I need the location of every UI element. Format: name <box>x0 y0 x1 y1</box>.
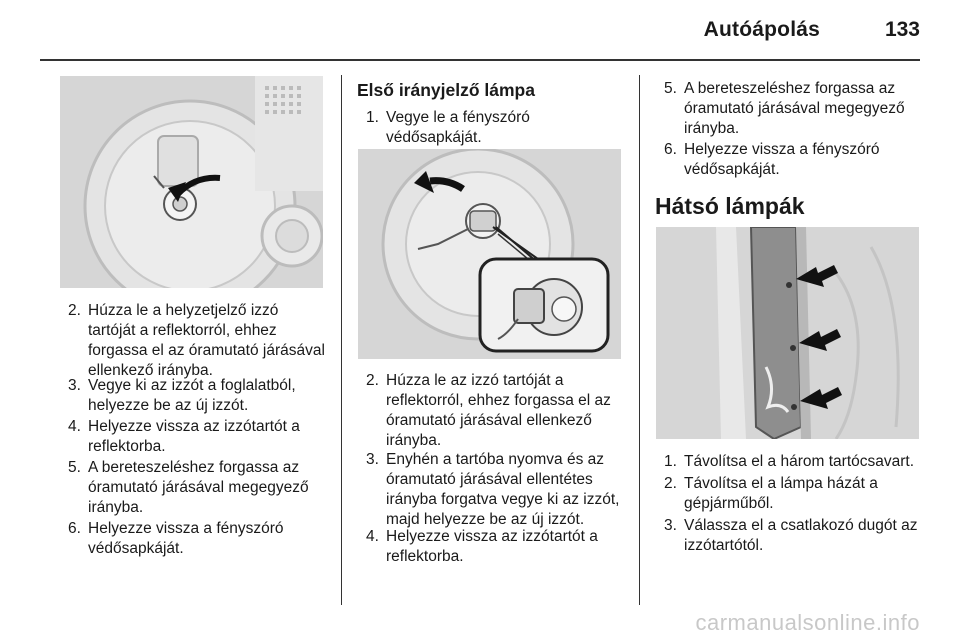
step-text: Vegye le a fényszóró védősapkáját. <box>386 109 530 146</box>
col1-step-2 <box>68 301 330 381</box>
column-divider-2 <box>639 75 640 605</box>
step-number: 3. <box>664 517 677 534</box>
step-number: 3. <box>366 451 379 468</box>
step-text: Húzza le a helyzetjelző izzó tartóját a reflektorról, ehhez forgassa el az óramutató járásával ellenkező irányba. <box>88 302 325 379</box>
col2-step-3 <box>366 450 630 530</box>
step-text: A bereteszeléshez forgassa az óramutató járásával megegyező irányba. <box>684 80 905 137</box>
page-header-title: Autóápolás <box>703 18 820 41</box>
col2-step-1 <box>366 108 628 148</box>
watermark: carmanualsonline.info <box>695 610 920 635</box>
step-text: Válassza el a csatlakozó dugót az izzótartótól. <box>684 517 918 554</box>
figure-front-indicator-bulb <box>358 149 621 359</box>
step-number: 4. <box>68 418 81 435</box>
step-text: Helyezze vissza a fényszóró védősapkáját. <box>684 141 880 178</box>
col3-step-2 <box>664 474 926 514</box>
col1-step-3 <box>68 376 330 416</box>
step-number: 1. <box>664 453 677 470</box>
col3-step-1 <box>664 452 928 472</box>
header-rule <box>40 59 920 61</box>
step-number: 1. <box>366 109 379 126</box>
step-text: Helyezze vissza a fényszóró védősapkáját. <box>88 520 284 557</box>
step-text: Enyhén a tartóba nyomva és az óramutató járásával ellentétes irányba forgatva vegye ki az izzót, majd helyezze be az új izzót. <box>386 451 620 528</box>
subheading-front-indicator: Első irányjelző lámpa <box>357 80 535 100</box>
figure-rear-lamp <box>656 227 919 439</box>
step-text: A bereteszeléshez forgassa az óramutató járásával megegyező irányba. <box>88 459 309 516</box>
step-text: Helyezze vissza az izzótartót a reflektorba. <box>386 528 598 565</box>
col3-step-5 <box>664 79 928 139</box>
step-number: 3. <box>68 377 81 394</box>
step-text: Távolítsa el a lámpa házát a gépjárműből. <box>684 475 878 512</box>
page-number: 133 <box>884 18 920 41</box>
heading-rear-lamps: Hátsó lámpák <box>655 193 805 219</box>
step-number: 2. <box>68 302 81 319</box>
step-text: Távolítsa el a három tartócsavart. <box>684 453 915 470</box>
step-number: 6. <box>68 520 81 537</box>
col3-step-6 <box>664 140 926 180</box>
sidelight-bulb-illustration <box>60 76 323 288</box>
col3-step-3 <box>664 516 928 556</box>
step-number: 5. <box>664 80 677 97</box>
step-text: Helyezze vissza az izzótartót a reflektorba. <box>88 418 300 455</box>
column-divider-1 <box>341 75 342 605</box>
step-text: Vegye ki az izzót a foglalatból, helyezze be az új izzót. <box>88 377 296 414</box>
col2-step-4 <box>366 527 628 567</box>
step-text: Húzza le az izzó tartóját a reflektorról, ehhez forgassa el az óramutató járásával ellenkező irányba. <box>386 372 611 449</box>
step-number: 4. <box>366 528 379 545</box>
step-number: 5. <box>68 459 81 476</box>
front-indicator-illustration <box>358 149 621 359</box>
col1-step-4 <box>68 417 330 457</box>
step-number: 2. <box>664 475 677 492</box>
col2-step-2 <box>366 371 630 451</box>
rear-lamp-illustration <box>656 227 919 439</box>
step-number: 6. <box>664 141 677 158</box>
step-number: 2. <box>366 372 379 389</box>
col1-step-6 <box>68 519 330 559</box>
figure-sidelight-bulb <box>60 76 323 288</box>
col1-step-5 <box>68 458 333 518</box>
